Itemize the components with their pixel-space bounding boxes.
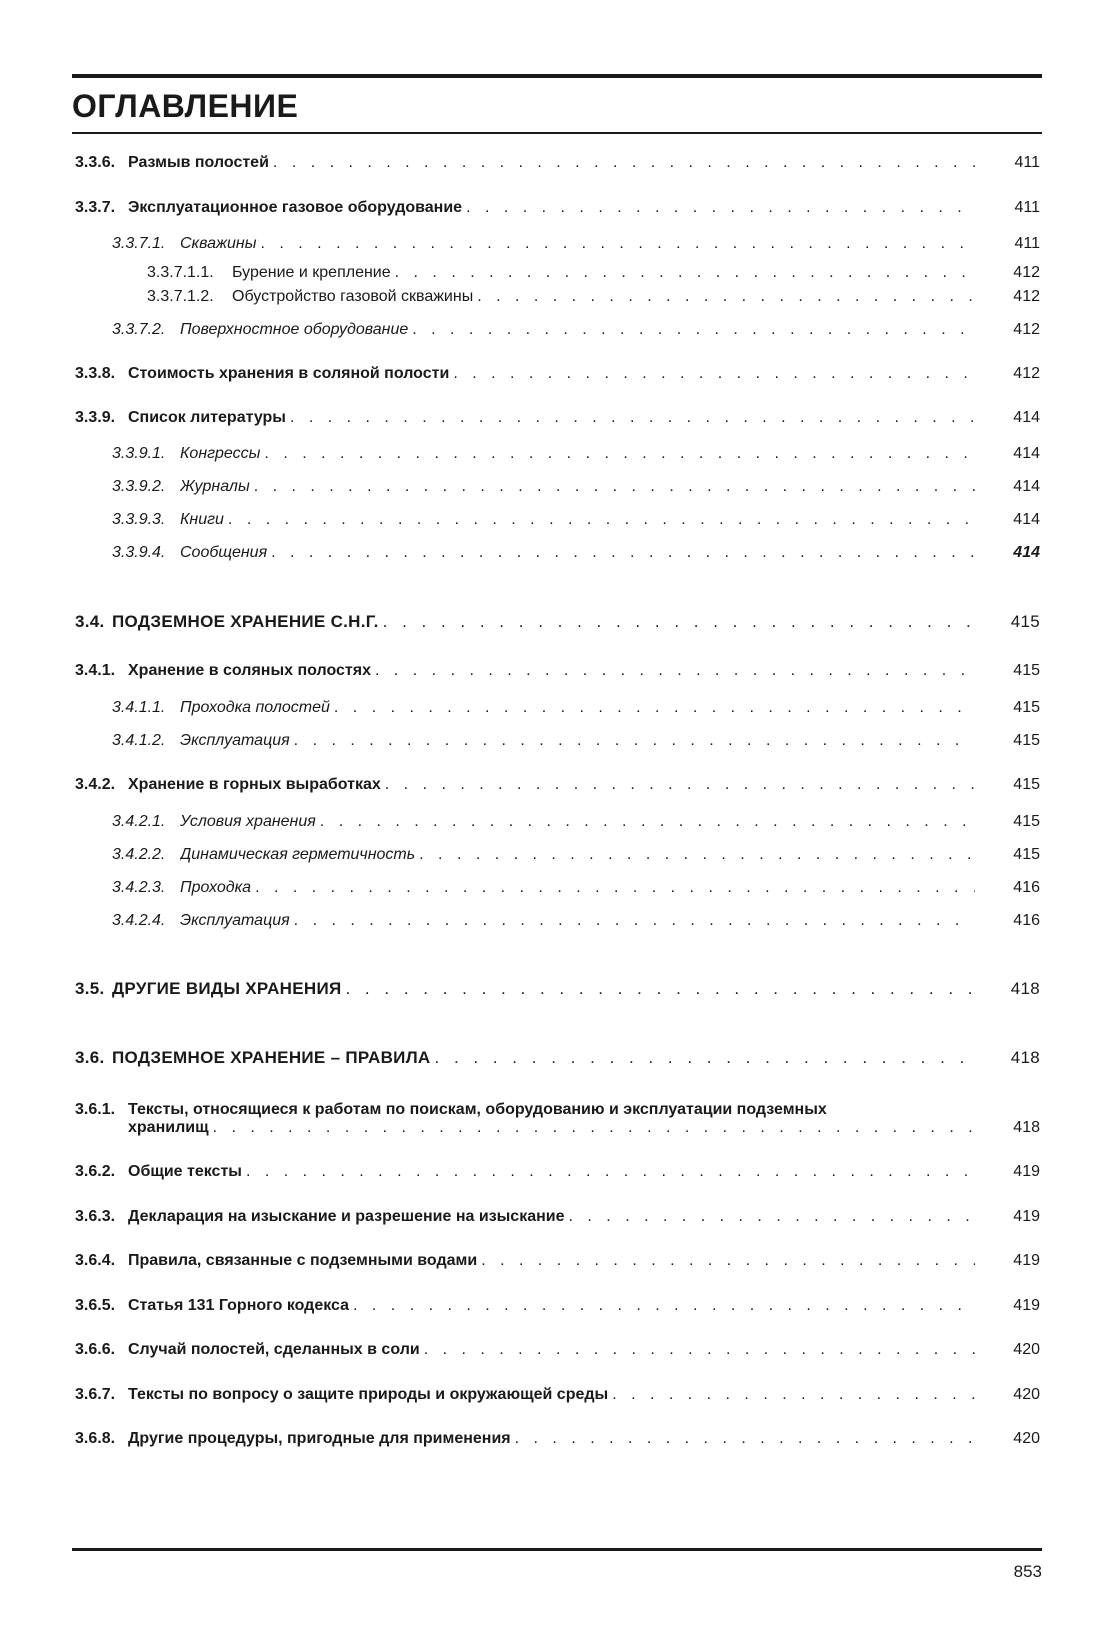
toc-entry-page: 415	[1013, 662, 1040, 679]
toc-entry-number: 3.3.7.2.	[112, 321, 166, 338]
dot-leader	[424, 1338, 975, 1362]
dot-leader	[466, 196, 975, 220]
dot-leader	[612, 1383, 975, 1407]
toc-entry-page: 418	[1013, 1119, 1040, 1136]
dot-leader	[383, 610, 975, 634]
toc-entry	[0, 1427, 1118, 1451]
toc-entry-page: 411	[1014, 154, 1040, 171]
toc-entry	[0, 1294, 1118, 1318]
toc-entry-number: 3.4.	[75, 612, 105, 631]
toc-entry-title: Хранение в горных выработках	[128, 776, 381, 793]
toc-entry	[0, 610, 1118, 634]
toc-entry-page: 415	[1013, 732, 1040, 749]
toc-entry	[0, 1116, 1118, 1140]
toc-entry-page: 418	[1010, 1048, 1040, 1067]
toc-entry-title: Проходка	[180, 879, 252, 896]
dot-leader	[353, 1294, 975, 1318]
dot-leader	[334, 696, 975, 720]
toc-entry	[0, 1383, 1118, 1407]
toc-entry-page: 414	[1013, 544, 1040, 561]
toc-entry	[0, 151, 1118, 175]
toc-entry	[0, 909, 1118, 933]
toc-entry-number: 3.4.1.	[75, 662, 116, 679]
toc-entry-page: 414	[1013, 511, 1040, 528]
toc-entry-number: 3.4.2.1.	[112, 813, 166, 830]
toc-entry-title: ПОДЗЕМНОЕ ХРАНЕНИЕ С.Н.Г.	[112, 612, 379, 631]
toc-entry	[0, 541, 1118, 565]
toc-entry-page: 411	[1014, 199, 1040, 216]
dot-leader	[294, 729, 975, 753]
toc-entry-title: Тексты по вопросу о защите природы и окружающей среды	[128, 1386, 609, 1403]
toc-entry-page: 419	[1013, 1163, 1040, 1180]
toc-entry	[0, 442, 1118, 466]
toc-entry-page: 415	[1013, 846, 1040, 863]
toc-entry	[0, 285, 1118, 309]
toc-entry	[0, 810, 1118, 834]
toc-entry-title: хранилищ	[128, 1119, 209, 1136]
toc-entry-number: 3.4.2.	[75, 776, 116, 793]
toc-entry-title: Стоимость хранения в соляной полости	[128, 365, 450, 382]
toc-entry-number: 3.3.9.	[75, 409, 116, 426]
toc-entry	[0, 232, 1118, 256]
dot-leader	[320, 810, 975, 834]
toc-entry-page: 420	[1013, 1341, 1040, 1358]
toc-entry-number: 3.6.8.	[75, 1430, 116, 1447]
dot-leader	[435, 1046, 975, 1070]
toc-entry-title-line1: Тексты, относящиеся к работам по поискам, оборудованию и эксплуатации подземных	[128, 1101, 827, 1118]
toc-entry-number: 3.3.7.1.	[112, 235, 166, 252]
toc-entry-title: Условия хранения	[180, 813, 316, 830]
toc-entry-number: 3.3.9.4.	[112, 544, 166, 561]
toc-entry-title: Случай полостей, сделанных в соли	[128, 1341, 420, 1358]
toc-entry-title: Обустройство газовой скважины	[232, 288, 474, 305]
toc-entry-number: 3.3.9.3.	[112, 511, 166, 528]
toc-entry-number: 3.6.1.	[75, 1101, 116, 1118]
toc-entry-number: 3.3.7.1.1.	[147, 264, 214, 281]
dot-leader	[395, 261, 975, 285]
toc-entry-page: 414	[1013, 478, 1040, 495]
toc-entry	[0, 1046, 1118, 1070]
toc-entry-page: 415	[1013, 699, 1040, 716]
toc-entry	[0, 696, 1118, 720]
toc-entry-title: ПОДЗЕМНОЕ ХРАНЕНИЕ – ПРАВИЛА	[112, 1048, 431, 1067]
toc-entry	[0, 362, 1118, 386]
page-number: 853	[1013, 1562, 1042, 1581]
toc-entry-number: 3.6.4.	[75, 1252, 116, 1269]
toc-entry-page: 412	[1013, 321, 1040, 338]
toc-entry-number: 3.6.	[75, 1048, 105, 1067]
toc-entry-number: 3.6.2.	[75, 1163, 116, 1180]
dot-leader	[453, 362, 975, 386]
toc-entry-page: 420	[1013, 1386, 1040, 1403]
toc-entry	[0, 1338, 1118, 1362]
dot-leader	[477, 285, 975, 309]
toc-entry	[0, 508, 1118, 532]
toc-entry-title: Эксплуатация	[180, 912, 290, 929]
toc-entry	[0, 261, 1118, 285]
dot-leader	[273, 151, 975, 175]
toc-entry-title: Общие тексты	[128, 1163, 242, 1180]
toc-entry-title: Статья 131 Горного кодекса	[128, 1297, 350, 1314]
toc-entry-title: Эксплуатационное газовое оборудование	[128, 199, 463, 216]
dot-leader	[264, 442, 975, 466]
toc-entry-title: Книги	[180, 511, 224, 528]
toc-entry-number: 3.5.	[75, 979, 105, 998]
toc-entry-page: 415	[1013, 776, 1040, 793]
toc-entry-title: Проходка полостей	[180, 699, 330, 716]
toc-entry-number: 3.6.3.	[75, 1208, 116, 1225]
toc-entry-number: 3.3.7.1.2.	[147, 288, 214, 305]
toc-entry	[0, 475, 1118, 499]
toc-entry-number: 3.4.2.2.	[112, 846, 166, 863]
toc-entry-number: 3.4.1.2.	[112, 732, 166, 749]
toc-entry-title: Размыв полостей	[128, 154, 269, 171]
toc-entry-number: 3.3.9.2.	[112, 478, 166, 495]
toc-entry-page: 415	[1013, 813, 1040, 830]
toc-entry	[0, 773, 1118, 797]
toc-entry-page: 412	[1013, 288, 1040, 305]
toc-entry-number: 3.3.7.	[75, 199, 116, 216]
toc-entry-page: 419	[1013, 1208, 1040, 1225]
toc-entry	[0, 843, 1118, 867]
toc-entry-number: 3.6.5.	[75, 1297, 116, 1314]
dot-leader	[254, 475, 975, 499]
toc-entry-page: 418	[1010, 979, 1040, 998]
toc-entry-page: 414	[1013, 445, 1040, 462]
dot-leader	[255, 876, 975, 900]
toc-entry-title: Другие процедуры, пригодные для применения	[128, 1430, 511, 1447]
toc-entry-title: Декларация на изыскание и разрешение на изыскание	[128, 1208, 565, 1225]
dot-leader	[246, 1160, 975, 1184]
toc-entry	[0, 876, 1118, 900]
dot-leader	[345, 977, 975, 1001]
toc-entry-title: Скважины	[180, 235, 257, 252]
dot-leader	[271, 541, 975, 565]
toc-entry-number: 3.6.6.	[75, 1341, 116, 1358]
toc-entry-page: 414	[1013, 409, 1040, 426]
toc-entry	[0, 1160, 1118, 1184]
toc-entry-page: 420	[1013, 1430, 1040, 1447]
dot-leader	[385, 773, 975, 797]
dot-leader	[294, 909, 975, 933]
toc-entry-number: 3.3.6.	[75, 154, 116, 171]
toc-entry	[0, 977, 1118, 1001]
dot-leader	[375, 659, 975, 683]
toc-entry-title: Поверхностное оборудование	[180, 321, 409, 338]
toc-entry-number: 3.4.2.4.	[112, 912, 166, 929]
dot-leader	[290, 406, 975, 430]
toc-entry-number: 3.3.9.1.	[112, 445, 166, 462]
dot-leader	[261, 232, 976, 256]
toc-entry	[0, 729, 1118, 753]
toc-entry	[0, 406, 1118, 430]
toc-entry	[0, 1205, 1118, 1229]
toc-entry-page: 419	[1013, 1252, 1040, 1269]
toc-entry-title: Конгрессы	[180, 445, 261, 462]
toc-entry-number: 3.6.7.	[75, 1386, 116, 1403]
toc-entry-page: 415	[1010, 612, 1040, 631]
toc-entry-page: 412	[1013, 264, 1040, 281]
dot-leader	[515, 1427, 975, 1451]
toc-entry-title: Динамическая герметичность	[180, 846, 416, 863]
toc-entry-page: 412	[1013, 365, 1040, 382]
dot-leader	[228, 508, 975, 532]
toc-entry-title: Бурение и крепление	[232, 264, 391, 281]
toc-entry	[0, 196, 1118, 220]
toc-entry-page: 416	[1013, 912, 1040, 929]
bottom-rule	[72, 1548, 1042, 1551]
toc-entry-page: 419	[1013, 1297, 1040, 1314]
dot-leader	[412, 318, 975, 342]
toc-entry	[0, 1249, 1118, 1273]
toc-entry-title: Список литературы	[128, 409, 286, 426]
toc-entry-number: 3.4.1.1.	[112, 699, 166, 716]
toc-entry-title: Хранение в соляных полостях	[128, 662, 371, 679]
toc-entry-page: 411	[1014, 235, 1040, 252]
toc-entry-number: 3.3.8.	[75, 365, 116, 382]
toc-entry-title: Правила, связанные с подземными водами	[128, 1252, 478, 1269]
page-title: ОГЛАВЛЕНИЕ	[72, 88, 299, 124]
dot-leader	[213, 1116, 975, 1140]
toc-entry-number: 3.4.2.3.	[112, 879, 166, 896]
toc-entry-title: Журналы	[180, 478, 250, 495]
toc-entry-title: Эксплуатация	[180, 732, 290, 749]
toc-entry-title: ДРУГИЕ ВИДЫ ХРАНЕНИЯ	[112, 979, 342, 998]
dot-leader	[569, 1205, 975, 1229]
dot-leader	[419, 843, 975, 867]
toc-entry-title: Сообщения	[180, 544, 268, 561]
toc-entry	[0, 318, 1118, 342]
toc-entry	[0, 659, 1118, 683]
dot-leader	[481, 1249, 975, 1273]
toc-entry-page: 416	[1013, 879, 1040, 896]
